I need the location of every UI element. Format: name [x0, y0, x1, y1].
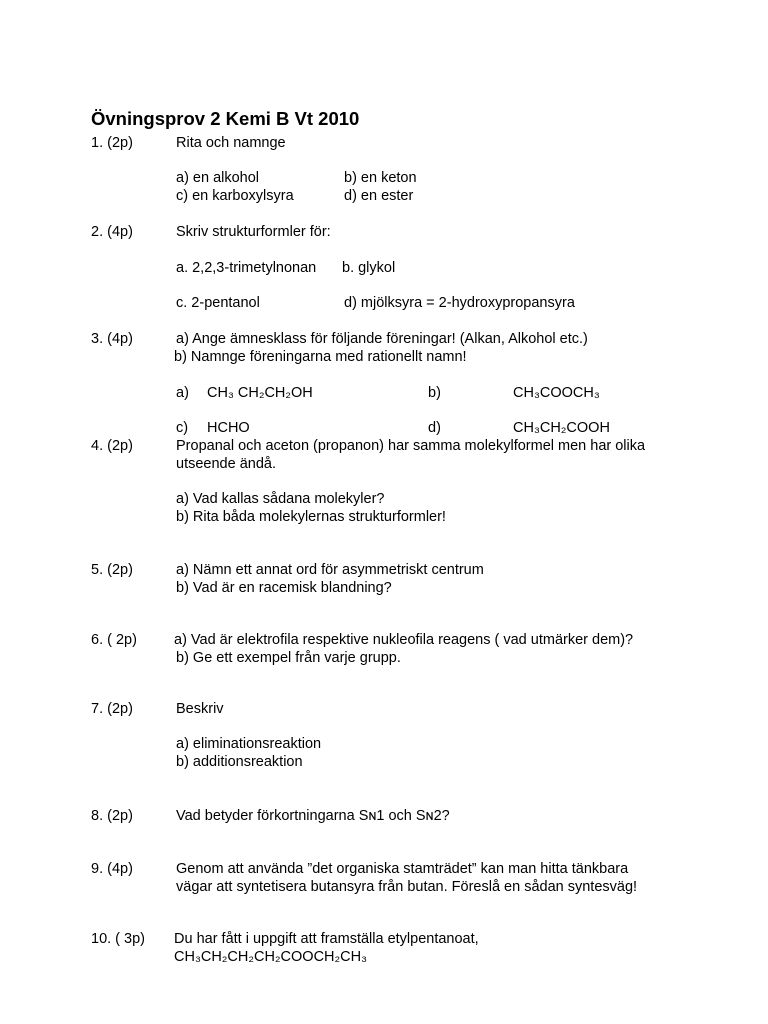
q4-text-line2: utseende ändå. [176, 456, 276, 472]
q3-label-d: d) [428, 420, 441, 436]
q2-option-d: d) mjölksyra = 2-hydroxypropansyra [344, 295, 575, 311]
q6-option-a: a) Vad är elektrofila respektive nukleofila reagens ( vad utmärker dem)? [174, 632, 634, 648]
q8-number: 8. (2p) [91, 808, 133, 824]
q3-label-c: c) [176, 420, 189, 436]
q3-task-a: a) Ange ämnesklass för följande föreningar! (Alkan, Alkohol etc.) [176, 331, 588, 347]
q4-option-b: b) Rita båda molekylernas strukturformler! [176, 509, 446, 525]
q7-option-a: a) eliminationsreaktion [176, 736, 322, 752]
q4-text-line1: Propanal och aceton (propanon) har samma molekylformel men har olika [176, 438, 646, 454]
q7-text: Beskriv [176, 701, 224, 717]
q10-formula: CH₃CH₂CH₂CH₂COOCH₂CH₃ [174, 949, 368, 965]
q1-number: 1. (2p) [91, 135, 133, 151]
q3-formula-c: HCHO [207, 420, 250, 436]
q9-text-line1: Genom att använda ”det organiska stamträdet” kan man hitta tänkbara [176, 861, 629, 877]
q1-text: Rita och namnge [176, 135, 286, 151]
q1-option-b: b) en keton [344, 170, 417, 186]
q3-label-a: a) [176, 385, 189, 401]
q5-number: 5. (2p) [91, 562, 133, 578]
q3-formula-b: CH₃COOCH₃ [513, 385, 600, 401]
q2-option-b: b. glykol [342, 260, 396, 276]
q3-formula-d: CH₃CH₂COOH [513, 420, 610, 436]
q4-number: 4. (2p) [91, 438, 133, 454]
q3-label-b: b) [428, 385, 441, 401]
q3-number: 3. (4p) [91, 331, 133, 347]
q6-number: 6. ( 2p) [91, 632, 137, 648]
q10-text-line1: Du har fått i uppgift att framställa etylpentanoat, [174, 931, 479, 947]
q7-option-b: b) additionsreaktion [176, 754, 303, 770]
q2-number: 2. (4p) [91, 224, 133, 240]
q2-text: Skriv strukturformler för: [176, 224, 331, 240]
q5-option-a: a) Nämn ett annat ord för asymmetriskt centrum [176, 562, 484, 578]
q1-option-d: d) en ester [344, 188, 414, 204]
q1-option-c: c) en karboxylsyra [176, 188, 294, 204]
q6-option-b: b) Ge ett exempel från varje grupp. [176, 650, 401, 666]
q2-option-c: c. 2-pentanol [176, 295, 260, 311]
q10-number: 10. ( 3p) [91, 931, 145, 947]
page-title: Övningsprov 2 Kemi B Vt 2010 [91, 108, 360, 129]
q9-text-line2: vägar att syntetisera butansyra från butan. Föreslå en sådan syntesväg! [176, 879, 638, 895]
q3-task-b: b) Namnge föreningarna med rationellt namn! [174, 349, 467, 365]
q3-formula-a: CH₃ CH₂CH₂OH [207, 385, 313, 401]
q1-option-a: a) en alkohol [176, 170, 260, 186]
q4-option-a: a) Vad kallas sådana molekyler? [176, 491, 385, 507]
q2-option-a: a. 2,2,3-trimetylnonan [176, 260, 317, 276]
q8-text: Vad betyder förkortningarna Sɴ1 och Sɴ2? [176, 808, 450, 824]
q7-number: 7. (2p) [91, 701, 133, 717]
q9-number: 9. (4p) [91, 861, 133, 877]
q5-option-b: b) Vad är en racemisk blandning? [176, 580, 392, 596]
